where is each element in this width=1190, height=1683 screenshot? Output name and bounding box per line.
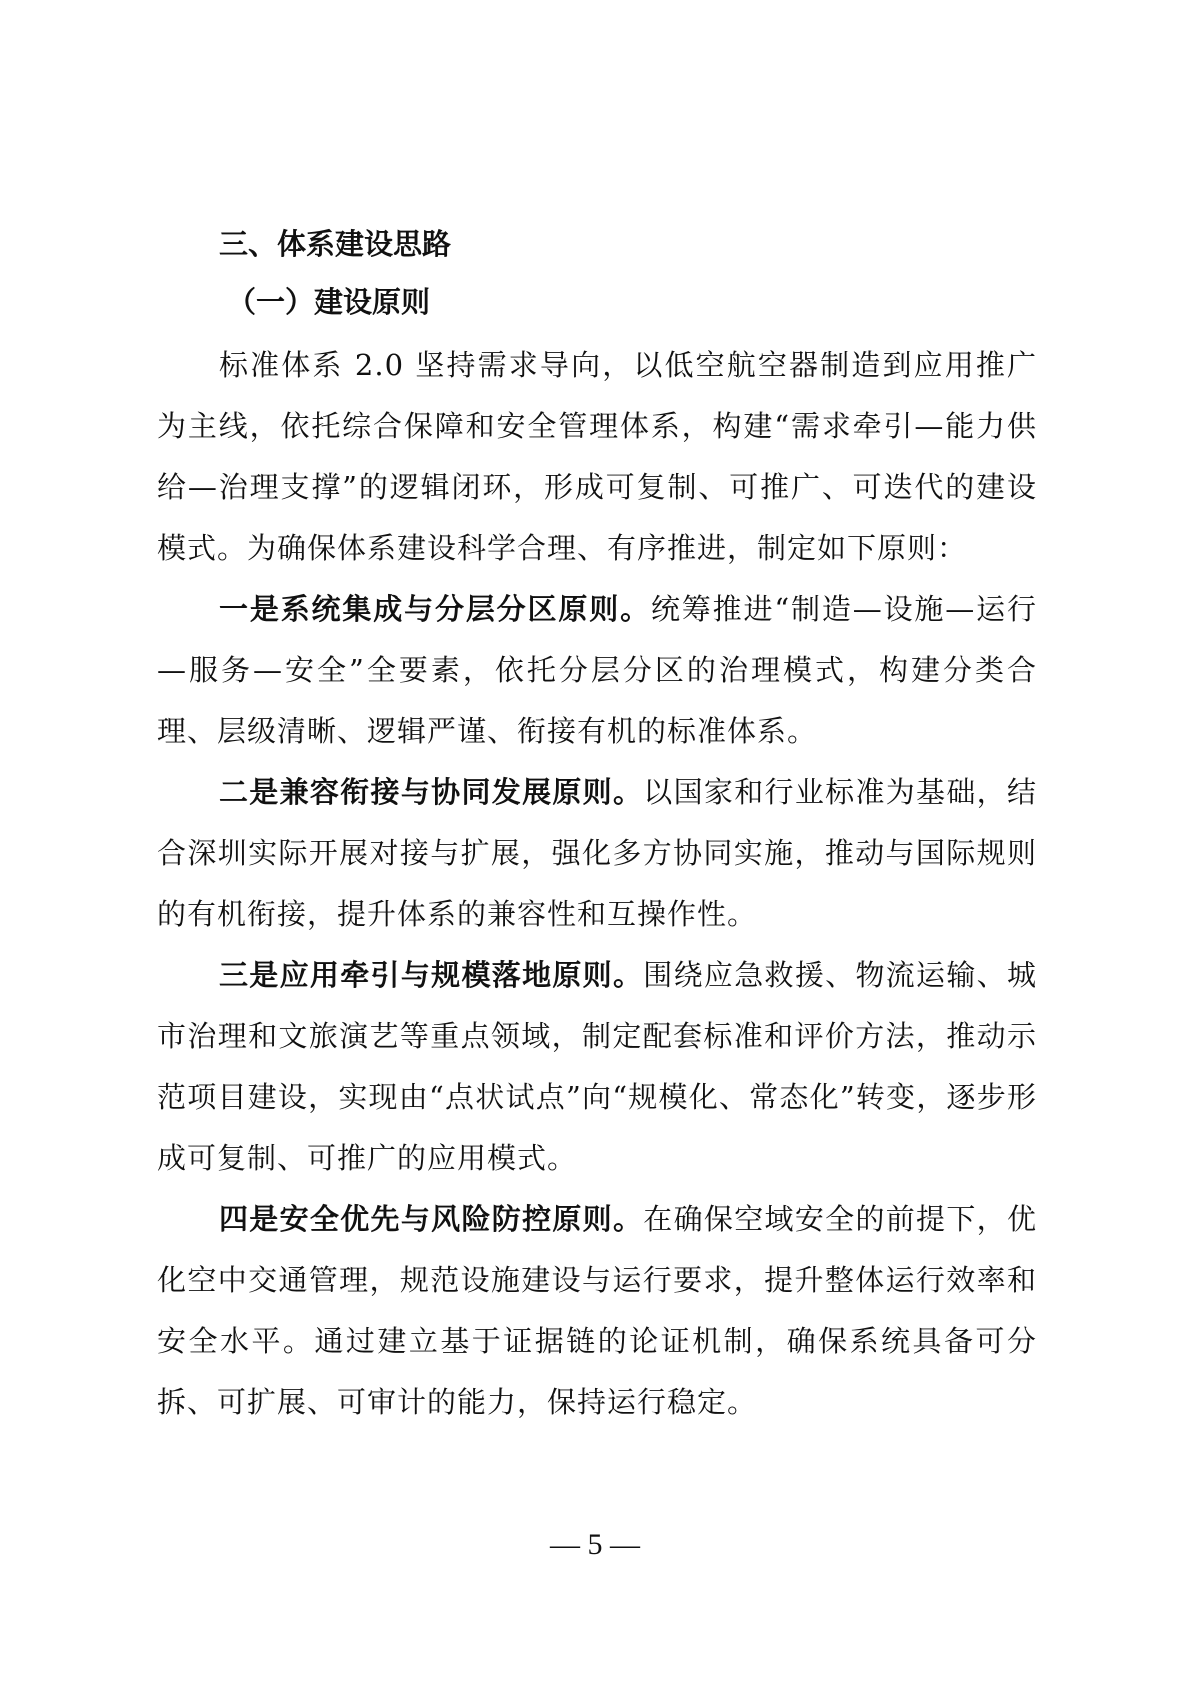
- principle-lead-2: 二是兼容衔接与协同发展原则。: [219, 775, 644, 809]
- page-number: — 5 —: [550, 1528, 640, 1561]
- principle-paragraph-1: [157, 579, 1037, 762]
- principle-paragraph-2: [157, 762, 1037, 945]
- principle-lead-4: 四是安全优先与风险防控原则。: [219, 1202, 644, 1236]
- principle-paragraph-3: [157, 945, 1037, 1189]
- principle-paragraph-4: [157, 1189, 1037, 1433]
- principle-lead-1: 一是系统集成与分层分区原则。: [219, 592, 651, 626]
- intro-paragraph: 标准体系 2.0 坚持需求导向，以低空航空器制造到应用推广为主线，依托综合保障和安全管理体系，构建“需求牵引—能力供给—治理支撑”的逻辑闭环，形成可复制、可推广、可迭代的建设模式。为确保体系建设科学合理、有序推进，制定如下原则：: [157, 348, 1037, 565]
- document-body: [157, 215, 1037, 1433]
- section-heading: 三、体系建设思路: [219, 227, 452, 261]
- principle-lead-3: 三是应用牵引与规模落地原则。: [219, 958, 644, 992]
- principle-text-4: 在确保空域安全的前提下，优化空中交通管理，规范设施建设与运行要求，提升整体运行效率和安全水平。通过建立基于证据链的论证机制，确保系统具备可分拆、可扩展、可审计的能力，保持运行稳定。: [157, 1202, 1037, 1419]
- subsection-heading: （一）建设原则: [227, 285, 431, 319]
- principle-text-3: 围绕应急救援、物流运输、城市治理和文旅演艺等重点领域，制定配套标准和评价方法，推动示范项目建设，实现由“点状试点”向“规模化、常态化”转变，逐步形成可复制、可推广的应用模式。: [157, 958, 1037, 1175]
- principle-text-1: 统筹推进“制造—设施—运行—服务—安全”全要素，依托分层分区的治理模式，构建分类合理、层级清晰、逻辑严谨、衔接有机的标准体系。: [157, 592, 1037, 748]
- principle-text-2: 以国家和行业标准为基础，结合深圳实际开展对接与扩展，强化多方协同实施，推动与国际规则的有机衔接，提升体系的兼容性和互操作性。: [157, 775, 1037, 931]
